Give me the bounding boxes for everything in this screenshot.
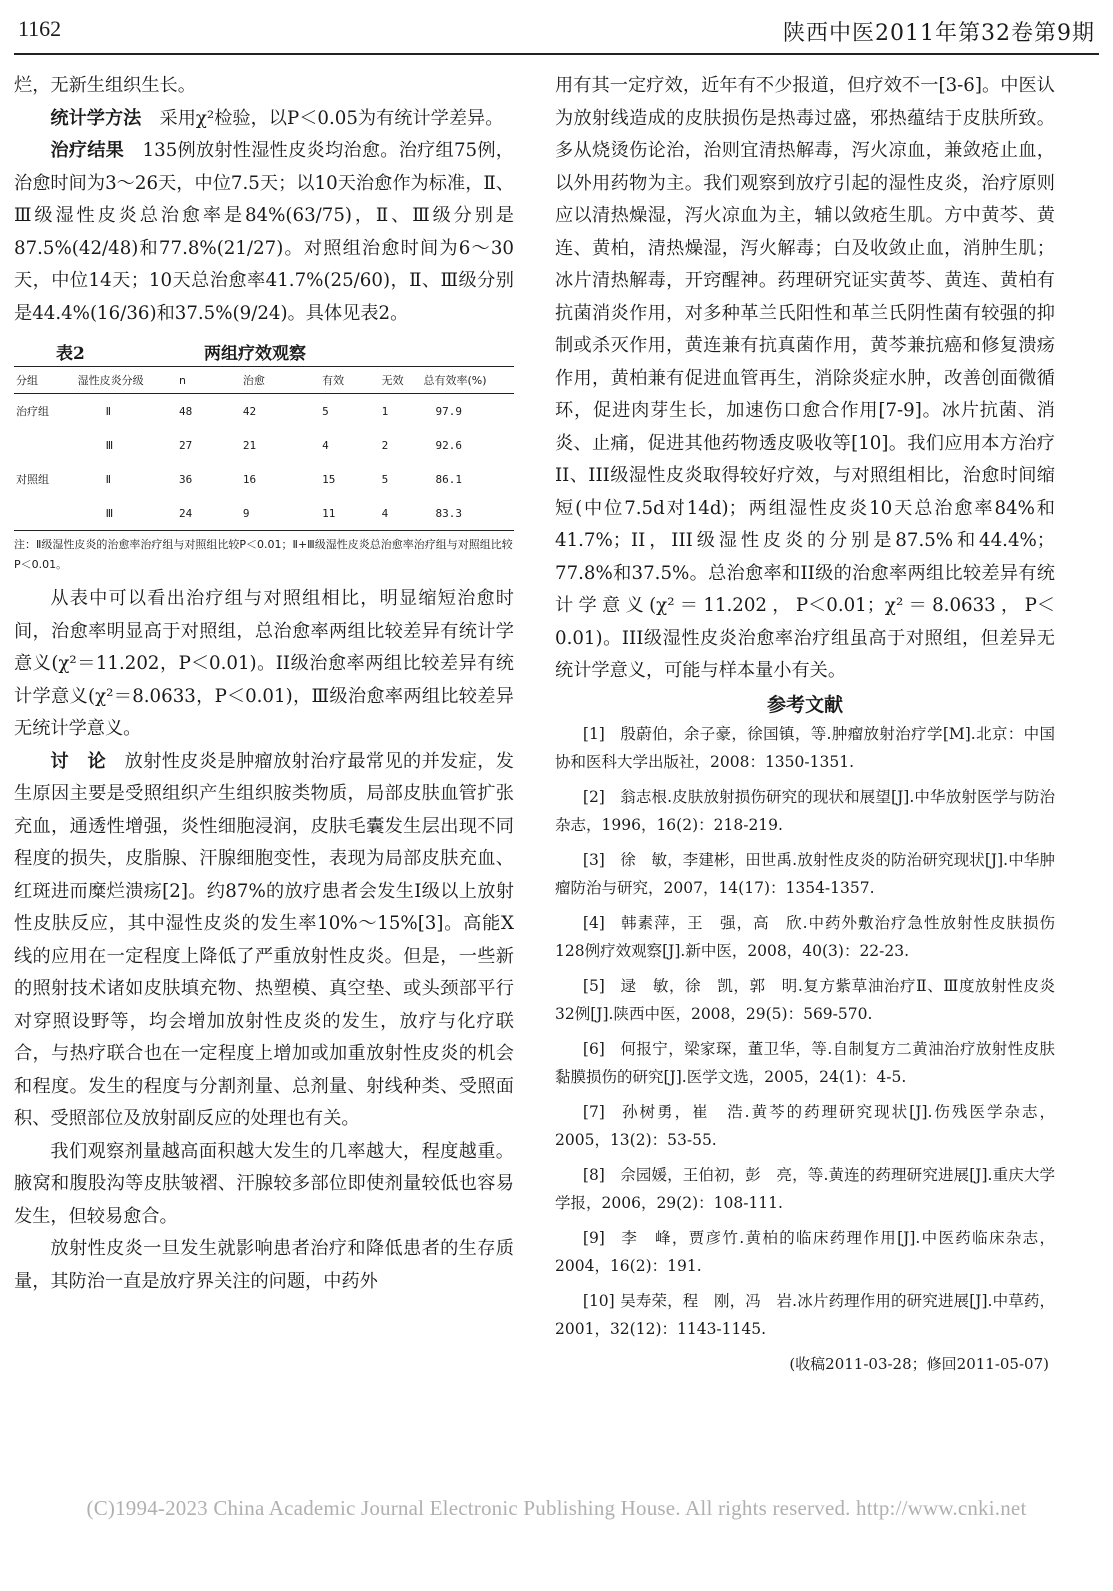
reference-text: 殷蔚伯，余子豪，徐国镇，等.肿瘤放射治疗学[M].北京：中国协和医科大学出版社，2008：1350-1351. [555,724,1055,771]
reference-text: 何报宁，梁家琛，董卫华，等.自制复方二黄油治疗放射性皮肤黏膜损伤的研究[J].医学文选，2005，24(1)：4-5. [555,1039,1055,1086]
page-header [0,0,1113,54]
table-cell: 86.1 [435,472,462,486]
references-heading: 参考文献 [766,693,843,716]
data-table [14,366,514,531]
table-cell: 92.6 [435,438,462,452]
paragraph: 放射性皮炎一旦发生就影响患者治疗和降低患者的生存质量，其防治一直是放疗界关注的问题，中药外 [14,1238,514,1292]
reference-number: [10] [582,1291,615,1310]
reference-text: 孙树勇，崔 浩.黄芩的药理研究现状[J].伤残医学杂志，2005，13(2)：53-55. [555,1102,1055,1149]
table-row [14,462,514,496]
table-cell: 83.3 [421,496,514,531]
table-cell: 11 [320,496,379,531]
reference-number: [3] [582,850,605,869]
table-cell: 4 [380,496,422,531]
table-cell: 15 [322,472,336,486]
table-cell: 1 [381,404,389,418]
table-cell: Ⅱ [105,404,112,418]
column-header: 分组 [14,367,76,394]
paragraph: 烂，无新生组织生长。 [14,75,196,96]
table-title: 两组疗效观察 [204,344,306,364]
reference-item [555,1287,1055,1344]
table-cell: 21 [242,438,257,452]
table-cell: 4 [322,438,329,452]
table-caption [14,336,514,366]
reference-list [555,720,1055,1344]
column-header: 湿性皮炎分级 [76,367,177,394]
reference-number: [9] [582,1228,605,1247]
results-table [14,336,514,575]
paragraph: 用有其一定疗效，近年有不少报道，但疗效不一[3-6]。中医认为放射线造成的皮肤损伤是热毒过盛，邪热蕴结于皮肤所致。多从烧烫伤论治，治则宜清热解毒，泻火凉血，兼敛疮止血，以外用药物为主。我们观察到放疗引起的湿性皮炎，治疗原则应以清热燥湿，泻火凉血为主，辅以敛疮生肌。方中黄芩、黄连、黄柏，清热燥湿，泻火解毒；白及收敛止血，消肿生肌；冰片清热解毒，开窍醒神。药理研究证实黄芩、黄连、黄柏有抗菌消炎作用，对多种革兰氏阳性和革兰氏阴性菌有较强的抑制或杀灭作用，黄连兼有抗真菌作用，黄芩兼抗癌和修复溃疡作用，黄柏兼有促进血管再生，消除炎症水肿，改善创面微循环，促进肉芽生长，加速伤口愈合作用[7-9]。冰片抗菌、消炎、止痛，促进其他药物透皮吸收等[10]。我们应用本方治疗II、III级湿性皮炎取得较好疗效，与对照组相比，治愈时间缩短(中位7.5d对14d)；两组湿性皮炎10天总治愈率84%和41.7%；II，III级湿性皮炎的分别是87.5%和44.4%；77.8%和37.5%。总治愈率和II级的治愈率两组比较差异有统计学意义(χ²＝11.202，P＜0.01；χ²＝8.0633，P＜0.01)。III级湿性皮炎治愈率治疗组虽高于对照组，但差异无统计学意义，可能与样本量小有关。 [555,75,1055,681]
paragraph [14,103,514,136]
column-header: 无效 [380,367,422,394]
reference-number: [5] [582,976,605,995]
reference-number: [8] [582,1165,605,1184]
reference-text: 翁志根.皮肤放射损伤研究的现状和展望[J].中华放射医学与防治杂志，1996，16(2)：218-219. [555,787,1055,834]
reference-item [555,972,1055,1029]
table-cell: 对照组 [16,473,49,486]
table-cell: Ⅲ [105,438,114,452]
paragraph-text: 135例放射性湿性皮炎均治愈。治疗组75例，治愈时间为3～26天，中位7.5天；以10天治愈作为标准，Ⅱ、Ⅲ级湿性皮炎总治愈率是84%(63/75)，Ⅱ、Ⅲ级分别是87.5%(42/48)和77.8%(21/27)。对照组治愈时间为6～30天，中位14天；10天总治愈率41.7%(25/60)，Ⅱ、Ⅲ级分别是44.4%(16/36)和37.5%(9/24)。具体见表2。 [14,140,514,324]
column-header: 有效 [320,367,379,394]
received-dates: (收稿2011-03-28；修回2011-05-07) [789,1354,1049,1373]
table-cell [14,428,76,462]
reference-item [555,1224,1055,1281]
paragraph-text: 采用χ²检验，以P＜0.05为有统计学差异。 [141,107,504,129]
table-cell: 5 [381,472,389,486]
paragraph: 我们观察剂量越高面积越大发生的几率越大，程度越重。腋窝和腹股沟等皮肤皱褶、汗腺较多部位即使剂量较低也容易发生，但较易愈合。 [14,1140,514,1227]
left-column [14,70,514,1298]
reference-text: 吴寿荣，程 刚，冯 岩.冰片药理作用的研究进展[J].中草药，2001，32(12)：1143-1145. [555,1291,1055,1338]
reference-item [555,783,1055,840]
table-cell: 2 [381,438,389,452]
table-cell: 5 [322,404,329,418]
reference-text: 李 峰，贾彦竹.黄柏的临床药理作用[J].中医药临床杂志，2004，16(2)：191. [555,1228,1055,1275]
table-note: 注：Ⅱ级湿性皮炎的治愈率治疗组与对照组比较P＜0.01；Ⅱ+Ⅲ级湿性皮炎总治愈率治疗组与对照组比较P＜0.01。 [14,538,513,571]
table-cell: 48 [178,404,193,418]
reference-text: 韩素萍，王 强，高 欣.中药外敷治疗急性放射性皮肤损伤128例疗效观察[J].新中医，2008，40(3)：22-23. [555,913,1055,960]
section-heading: 讨 论 [50,750,107,772]
column-header: n [177,367,241,394]
table-row [14,428,514,462]
table-header-row [14,367,514,394]
table-cell: 治疗组 [16,405,49,418]
table-cell: 9 [241,496,320,531]
page-number: 1162 [18,16,62,41]
table-cell: 36 [178,472,193,486]
paragraph [14,746,514,1136]
reference-text: 徐 敏，李建彬，田世禹.放射性皮炎的防治研究现状[J].中华肿瘤防治与研究，2007，14(17)：1354-1357. [555,850,1055,897]
journal-issue: 陕西中医2011年第32卷第9期 [783,21,1095,46]
table-row [14,496,514,531]
table-cell: 27 [178,438,193,452]
header-rule [14,53,1099,55]
paragraph [14,135,514,330]
reference-text: 逯 敏，徐 凯，郭 明.复方紫草油治疗Ⅱ、Ⅲ度放射性皮炎32例[J].陕西中医，2008，29(5)：569-570. [555,976,1055,1023]
table-cell: Ⅲ [76,496,177,531]
table-cell: 16 [242,472,257,486]
section-heading: 统计学方法 [50,107,142,129]
reference-item [555,846,1055,903]
reference-item [555,720,1055,777]
reference-item [555,1098,1055,1155]
right-column [555,70,1055,1378]
column-header: 治愈 [241,367,320,394]
reference-text: 佘园媛，王伯初，彭 亮，等.黄连的药理研究进展[J].重庆大学学报，2006，29(2)：108-111. [555,1165,1055,1212]
table-row [14,394,514,429]
section-heading: 治疗结果 [50,140,125,161]
table-cell: 24 [177,496,241,531]
reference-number: [1] [582,724,605,743]
table-cell: 97.9 [435,404,462,418]
table-cell: 42 [242,404,257,418]
table-cell [14,496,76,531]
reference-item [555,1161,1055,1218]
reference-number: [2] [582,787,605,806]
paragraph-text: 放射性皮炎是肿瘤放射治疗最常见的并发症，发生原因主要是受照组织产生组织胺类物质，局部皮肤血管扩张充血，通透性增强，炎性细胞浸润，皮肤毛囊发生层出现不同程度的损失，皮脂腺、汗腺细胞变性，表现为局部皮肤充血、红斑进而糜烂溃疡[2]。约87%的放疗患者会发生Ⅰ级以上放射性皮肤反应，其中湿性皮炎的发生率10%～15%[3]。高能X线的应用在一定程度上降低了严重放射性皮炎。但是，一些新的照射技术诸如皮肤填充物、热塑模、真空垫、或头颈部平行对穿照设野等，均会增加放射性皮炎的发生，放疗与化疗联合，与热疗联合也在一定程度上增加或加重放射性皮炎的机会和程度。发生的程度与分割剂量、总剂量、射线种类、受照面积、受照部位及放射副反应的处理也有关。 [14,750,514,1129]
reference-number: [6] [582,1039,605,1058]
reference-number: [7] [582,1102,605,1121]
copyright-footer: (C)1994-2023 China Academic Journal Electronic Publishing House. All rights reserved. http://www.cnki.net [86,1496,1027,1520]
reference-number: [4] [582,913,605,932]
reference-item [555,1035,1055,1092]
paragraph: 从表中可以看出治疗组与对照组相比，明显缩短治愈时间，治愈率明显高于对照组，总治愈率两组比较差异有统计学意义(χ²＝11.202，P＜0.01)。II级治愈率两组比较差异有统计学意义(χ²＝8.0633，P＜0.01)，Ⅲ级治愈率两组比较差异无统计学意义。 [14,588,514,739]
reference-item [555,909,1055,966]
table-number: 表2 [56,344,85,364]
table-cell: Ⅱ [105,472,112,486]
column-header: 总有效率(%) [421,367,514,394]
